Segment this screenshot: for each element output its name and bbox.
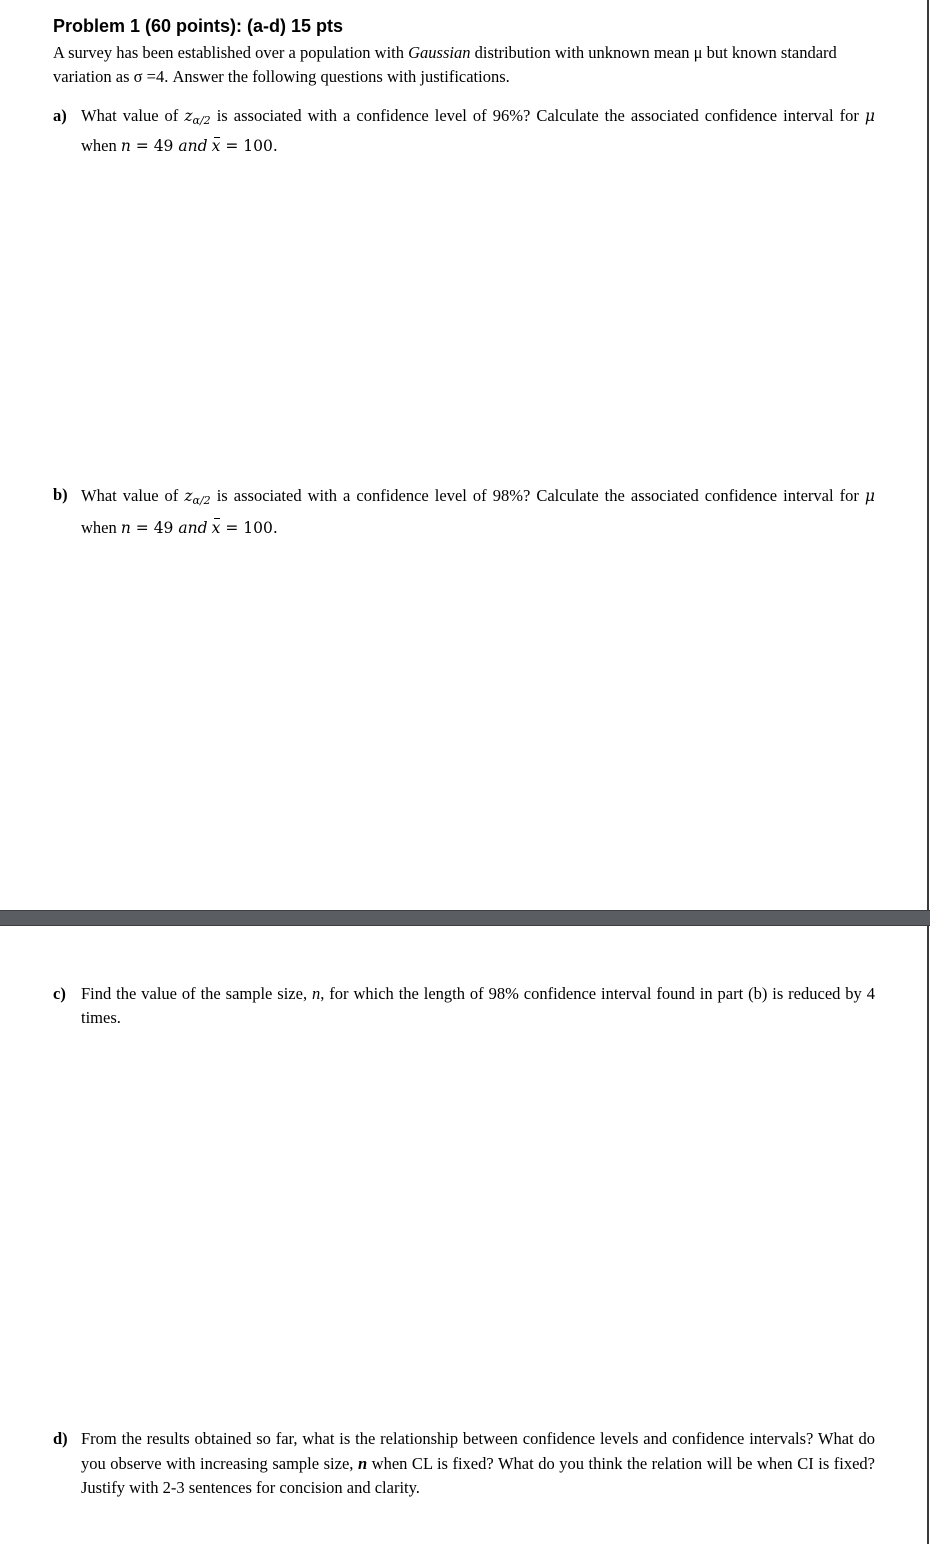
n-symbol: n: [120, 137, 131, 155]
and-word: and: [178, 137, 208, 155]
problem-intro: [53, 41, 875, 89]
question-b-text: [81, 482, 875, 542]
question-a-text: [81, 103, 875, 159]
question-a-text-3: when: [81, 136, 121, 155]
problem-title: Problem 1 (60 points): (a-d) 15 pts: [53, 16, 344, 36]
n-value: = 49: [130, 519, 179, 537]
z-subscript: α/2: [192, 114, 211, 127]
question-c-text: [81, 982, 875, 1030]
question-d-label: d): [53, 1429, 68, 1448]
question-c-text-2: , for which the length of 98% confidence interval found in part (b) is reduced by 4 times.: [81, 984, 875, 1027]
question-b-label: b): [53, 485, 68, 504]
page-separator: [0, 910, 930, 926]
question-d: [53, 1427, 875, 1501]
document-page-2: [0, 926, 929, 1544]
question-b-text-3: when: [81, 518, 121, 537]
question-a-text-2: is associated with a confidence level of 96%? Calculate the associated confidence interval for: [210, 106, 865, 125]
n-symbol: n: [120, 519, 131, 537]
question-b-text-2: is associated with a confidence level of 98%? Calculate the associated confidence interval for: [210, 486, 865, 505]
question-d-text: [81, 1427, 875, 1501]
question-a-text-1: What value of: [81, 106, 185, 125]
n-symbol: n: [312, 984, 321, 1003]
z-symbol: z: [184, 487, 193, 505]
question-a: [53, 103, 875, 159]
intro-text-2: distribution with unknown mean μ but known standard variation as σ =4. Answer the following questions with justifications.: [53, 43, 837, 86]
xbar-symbol: x: [212, 515, 221, 542]
n-symbol: n: [357, 1453, 368, 1473]
xbar-symbol: x: [212, 134, 221, 159]
intro-text-1: A survey has been established over a population with: [53, 43, 409, 62]
n-value: = 49: [130, 137, 179, 155]
and-word: and: [178, 519, 208, 537]
mu-symbol: μ: [864, 107, 875, 125]
xbar-value: = 100.: [220, 519, 278, 537]
mu-symbol: μ: [864, 487, 875, 505]
question-b: [53, 482, 875, 542]
question-c-text-1: Find the value of the sample size,: [81, 984, 312, 1003]
question-a-label: a): [53, 106, 67, 125]
z-symbol: z: [184, 107, 193, 125]
intro-text-gaussian: Gaussian: [408, 43, 471, 62]
z-subscript: α/2: [192, 494, 211, 507]
question-d-text-1: From the results obtained so far, what is the relationship between confidence levels and confidence intervals? What do you observe with increasing sample size,: [81, 1429, 875, 1473]
question-c-label: c): [53, 984, 66, 1003]
xbar-value: = 100.: [220, 137, 278, 155]
question-c: [53, 982, 875, 1030]
question-d-text-2: when CL is fixed? What do you think the relation will be when CI is fixed? Justify with 2-3 sentences for concision and clarity.: [81, 1453, 876, 1497]
question-b-text-1: What value of: [81, 486, 185, 505]
